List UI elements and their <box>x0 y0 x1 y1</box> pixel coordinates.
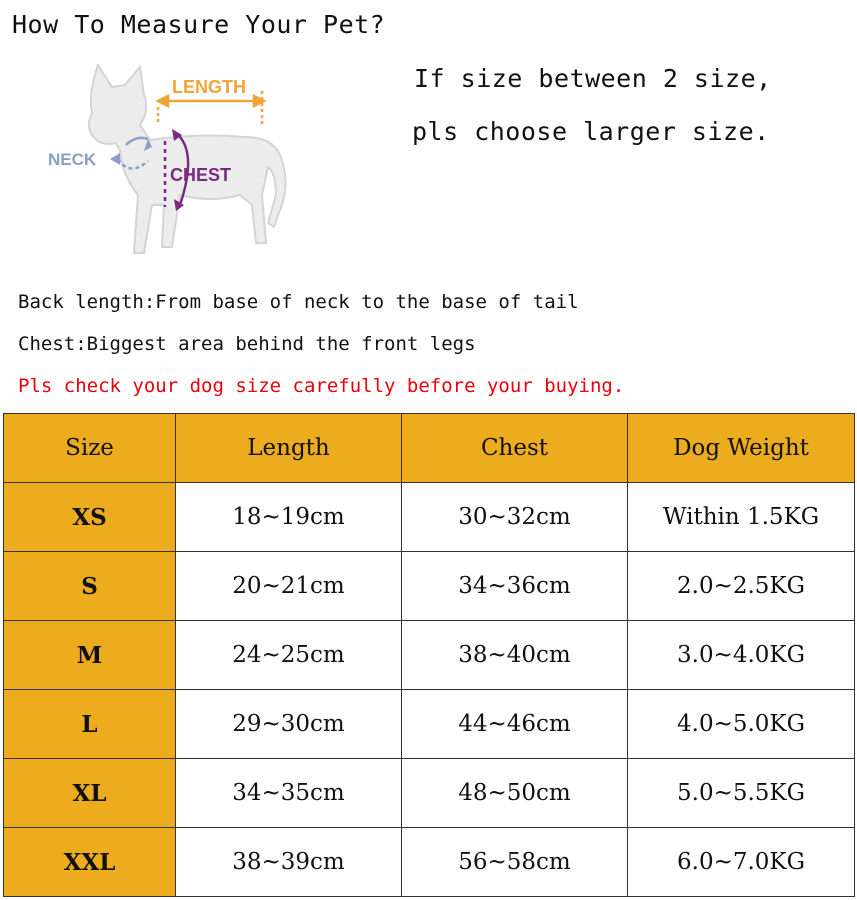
length-cell: 20~21cm <box>176 552 402 621</box>
size-cell: L <box>4 690 176 759</box>
chest-label: CHEST <box>170 165 232 185</box>
length-cell: 24~25cm <box>176 621 402 690</box>
size-cell: XS <box>4 483 176 552</box>
weight-cell: 6.0~7.0KG <box>628 828 855 897</box>
size-note-line-1: If size between 2 size, <box>414 64 772 93</box>
chest-cell: 30~32cm <box>402 483 628 552</box>
table-row <box>4 828 855 897</box>
table-row <box>4 690 855 759</box>
weight-cell: Within 1.5KG <box>628 483 855 552</box>
size-cell: XL <box>4 759 176 828</box>
table-row <box>4 621 855 690</box>
size-cell: XXL <box>4 828 176 897</box>
size-chart-table <box>3 413 855 897</box>
back-length-instruction: Back length:From base of neck to the base of tail <box>18 291 579 313</box>
column-header-weight: Dog Weight <box>628 414 855 483</box>
chest-cell: 34~36cm <box>402 552 628 621</box>
table-row <box>4 483 855 552</box>
length-label: LENGTH <box>172 77 246 97</box>
weight-cell: 3.0~4.0KG <box>628 621 855 690</box>
weight-cell: 5.0~5.5KG <box>628 759 855 828</box>
chest-cell: 44~46cm <box>402 690 628 759</box>
warning-text: Pls check your dog size carefully before your buying. <box>18 375 625 397</box>
length-cell: 34~35cm <box>176 759 402 828</box>
weight-cell: 4.0~5.0KG <box>628 690 855 759</box>
dog-measurement-diagram <box>40 55 310 270</box>
column-header-chest: Chest <box>402 414 628 483</box>
column-header-length: Length <box>176 414 402 483</box>
chest-cell: 48~50cm <box>402 759 628 828</box>
table-row <box>4 552 855 621</box>
length-cell: 18~19cm <box>176 483 402 552</box>
weight-cell: 2.0~2.5KG <box>628 552 855 621</box>
table-row <box>4 759 855 828</box>
chest-instruction: Chest:Biggest area behind the front legs <box>18 333 476 355</box>
size-cell: M <box>4 621 176 690</box>
table-header-row <box>4 414 855 483</box>
neck-label: NECK <box>48 150 97 169</box>
size-note-line-2: pls choose larger size. <box>412 117 770 146</box>
chest-cell: 38~40cm <box>402 621 628 690</box>
column-header-size: Size <box>4 414 176 483</box>
length-cell: 38~39cm <box>176 828 402 897</box>
chest-cell: 56~58cm <box>402 828 628 897</box>
size-cell: S <box>4 552 176 621</box>
length-cell: 29~30cm <box>176 690 402 759</box>
page-title: How To Measure Your Pet? <box>12 10 386 39</box>
